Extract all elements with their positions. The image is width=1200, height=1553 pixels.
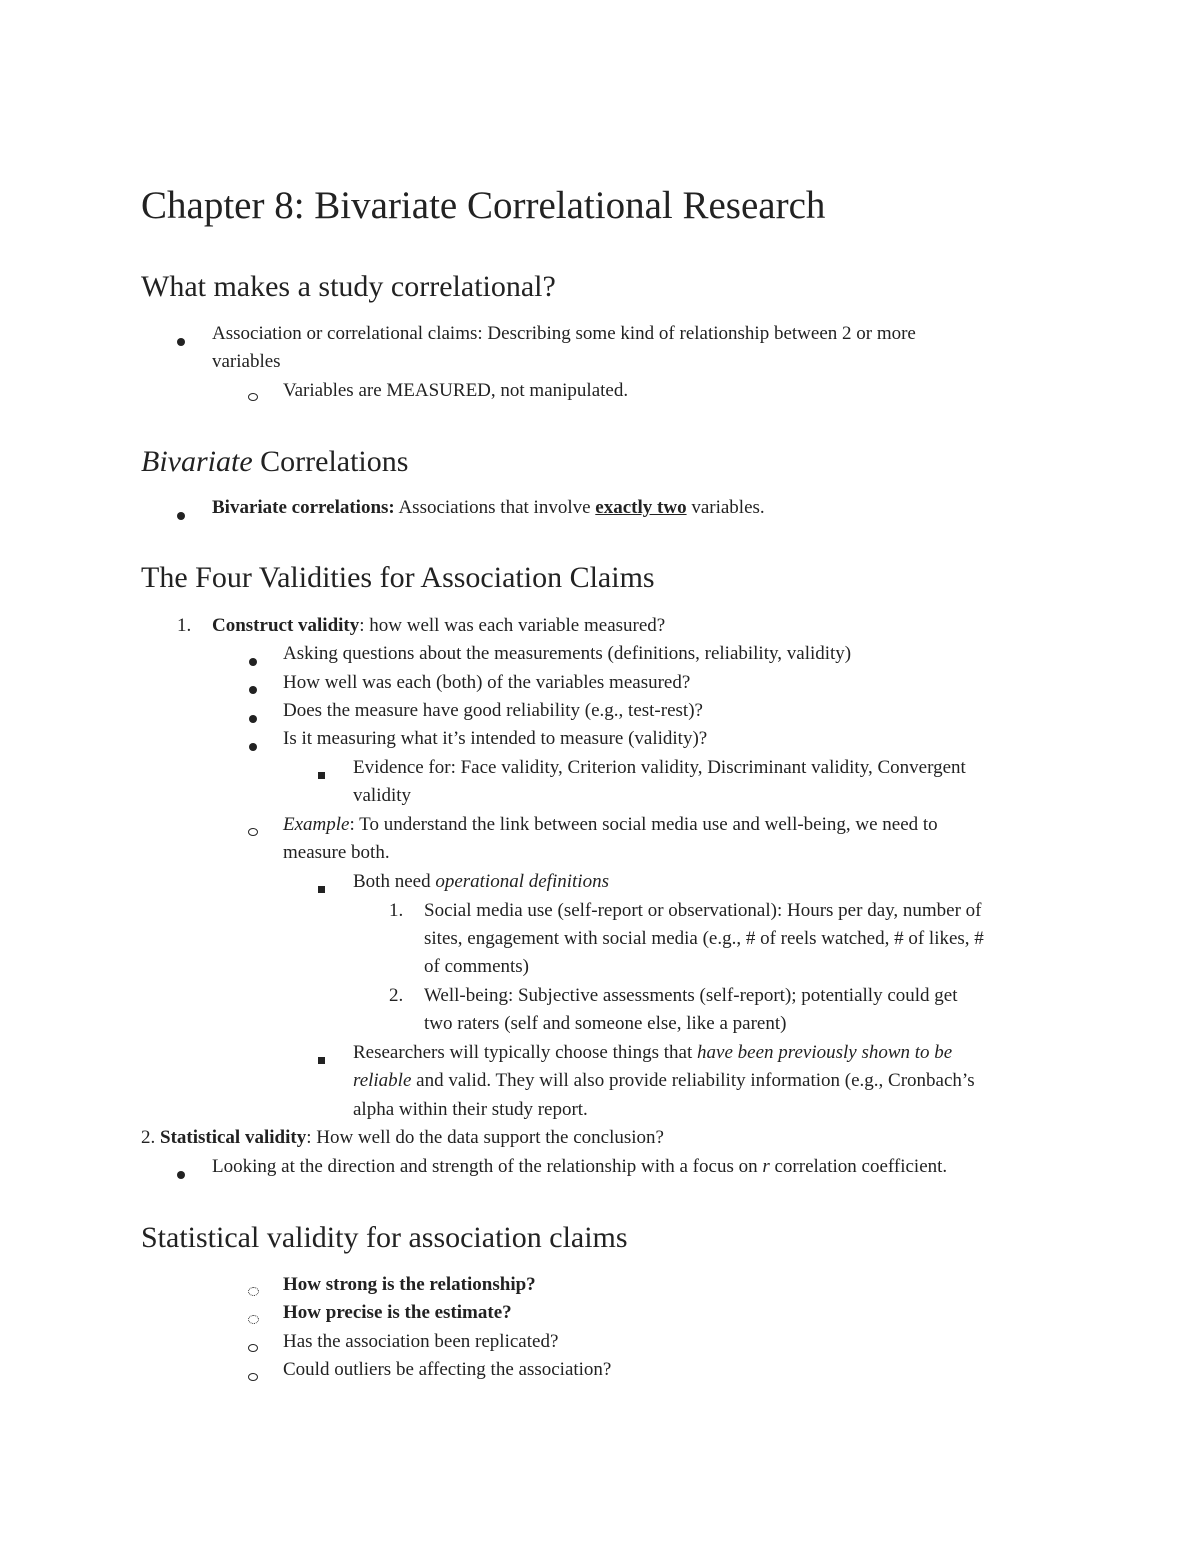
bullet-dot-icon — [249, 653, 257, 671]
stat-text-b: correlation coefficient. — [769, 1156, 948, 1177]
construct-bullet-4: Is it measuring what it’s intended to measure (validity)? — [283, 728, 708, 749]
od2-line1: Well-being: Subjective assessments (self-report); potentially could get — [424, 985, 958, 1006]
s1-bullet-line2: variables — [212, 351, 281, 372]
example-line1 — [283, 814, 938, 836]
bullet-dot-icon — [177, 333, 185, 351]
s2-bullet — [212, 497, 765, 519]
construct-bullet-3: Does the measure have good reliability (e.g., test-rest)? — [283, 700, 703, 721]
construct-validity-line — [212, 615, 665, 637]
bullet-dot-icon — [177, 507, 185, 525]
s2-text: Associations that involve — [394, 497, 596, 518]
evidence-line1: Evidence for: Face validity, Criterion validity, Discriminant validity, Convergent — [353, 757, 966, 778]
construct-bullet-1: Asking questions about the measurements (definitions, reliability, validity) — [283, 643, 852, 664]
od-text: Both need — [353, 871, 436, 892]
bullet-ring-icon — [248, 823, 258, 841]
researchers-line1 — [353, 1042, 952, 1064]
bullet-dotted-ring-icon — [248, 1283, 259, 1301]
od1-line2: sites, engagement with social media (e.g., # of reels watched, # of likes, # — [424, 928, 984, 949]
question-3: Has the association been replicated? — [283, 1331, 559, 1352]
s1-sub-bullet: Variables are MEASURED, not manipulated. — [283, 380, 629, 401]
bullet-ring-icon — [248, 388, 258, 406]
bullet-dot-icon — [249, 738, 257, 756]
example-text: : To understand the link between social media use and well-being, we need to — [349, 814, 938, 835]
example-italic: Example — [283, 814, 350, 835]
researchers-line2 — [353, 1070, 975, 1092]
bullet-square-icon — [318, 766, 325, 784]
od-number-1: 1. — [389, 900, 404, 921]
heading-bivariate-correlations — [141, 445, 408, 479]
question-1: How strong is the relationship? — [283, 1274, 536, 1295]
bullet-dot-icon — [177, 1166, 185, 1184]
construct-text: : how well was each variable measured? — [359, 615, 666, 636]
heading-four-validities: The Four Validities for Association Claims — [141, 561, 655, 594]
heading-statistical-validity: Statistical validity for association claims — [141, 1221, 628, 1254]
bullet-dotted-ring-icon — [248, 1311, 259, 1329]
statistical-validity-line — [141, 1127, 664, 1149]
statistical-bullet — [212, 1156, 947, 1178]
question-4: Could outliers be affecting the association? — [283, 1359, 612, 1380]
od-number-2: 2. — [389, 985, 404, 1006]
numbered-2: 2. — [141, 1127, 156, 1148]
s1-bullet-line1: Association or correlational claims: Describing some kind of relationship between 2 or more — [212, 323, 916, 344]
statistical-text: : How well do the data support the conclusion? — [306, 1127, 664, 1148]
s2-end: variables. — [686, 497, 765, 518]
statistical-bold: Statistical validity — [160, 1127, 307, 1148]
od-italic: operational definitions — [435, 871, 609, 892]
rs-italic: have been previously shown to be — [697, 1042, 953, 1063]
construct-bullet-2: How well was each (both) of the variables measured? — [283, 672, 691, 693]
operational-definitions-line — [353, 871, 609, 893]
construct-bold: Construct validity — [212, 615, 360, 636]
rs-text: Researchers will typically choose things that — [353, 1042, 698, 1063]
stat-italic-r: r — [762, 1156, 770, 1177]
heading-what-makes-correlational: What makes a study correlational? — [141, 270, 556, 303]
page-title: Chapter 8: Bivariate Correlational Research — [141, 184, 826, 227]
od2-line2: two raters (self and someone else, like a parent) — [424, 1013, 787, 1034]
s2-bold: Bivariate correlations: — [212, 497, 395, 518]
rs-italic-reliable: reliable — [353, 1070, 412, 1091]
evidence-line2: validity — [353, 785, 412, 806]
s2-underlined: exactly two — [595, 497, 687, 518]
rs-text2: and valid. They will also provide reliability information (e.g., Cronbach’s — [411, 1070, 975, 1091]
od1-line1: Social media use (self-report or observational): Hours per day, number of — [424, 900, 982, 921]
bullet-ring-icon — [248, 1339, 258, 1357]
numbered-1: 1. — [177, 615, 192, 636]
bullet-square-icon — [318, 880, 325, 898]
stat-text-a: Looking at the direction and strength of the relationship with a focus on — [212, 1156, 763, 1177]
bullet-square-icon — [318, 1051, 325, 1069]
heading-italic: Bivariate — [141, 445, 253, 478]
researchers-line3: alpha within their study report. — [353, 1099, 588, 1120]
bullet-dot-icon — [249, 710, 257, 728]
example-line2: measure both. — [283, 842, 390, 863]
heading-rest: Correlations — [252, 445, 409, 478]
od1-line3: of comments) — [424, 956, 530, 977]
bullet-ring-icon — [248, 1368, 258, 1386]
question-2: How precise is the estimate? — [283, 1302, 512, 1323]
bullet-dot-icon — [249, 681, 257, 699]
